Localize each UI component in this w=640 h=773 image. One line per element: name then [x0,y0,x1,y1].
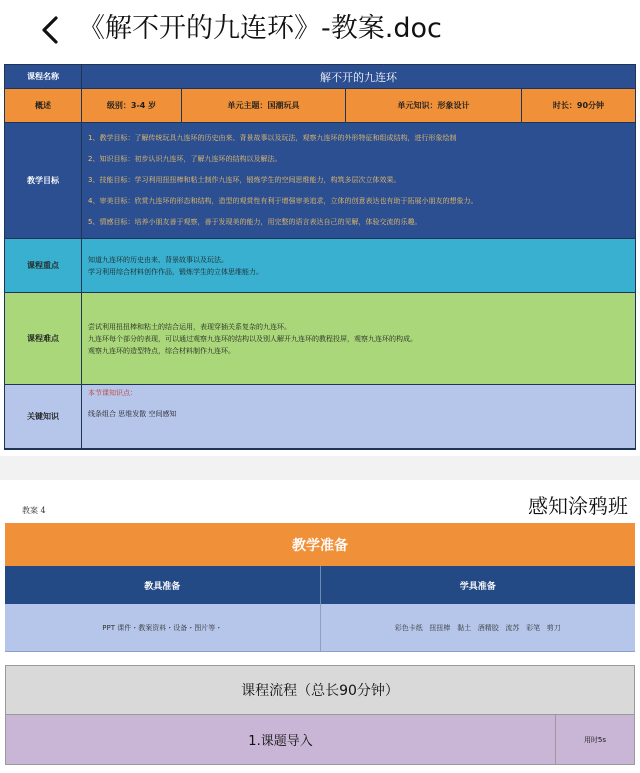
level-cell: 级别：3-4 岁 [82,89,182,123]
unit-knowledge-cell: 单元知识：形象设计 [346,89,522,123]
duration-cell: 时长：90分钟 [522,89,635,123]
goals-label: 教学目标 [5,123,82,239]
goal-item: 4、审美目标：欣赏九连环的形态和结构，造型的观赏性有利于增强审美追求，立体的创意表达也有助于拓展小朋友的想象力。 [88,196,478,205]
key-knowledge-row [5,385,635,449]
key-knowledge-text [82,385,635,449]
difficulty-row [5,293,635,385]
unit-theme-cell: 单元主题：国潮玩具 [182,89,346,123]
back-button[interactable] [34,12,70,48]
student-tools-text: 彩色卡纸 扭扭棒 黏土 酒精胶 流苏 彩笔 剪刀 [394,623,561,632]
top-bar [0,0,640,62]
goal-item: 3、技能目标：学习利用扭扭棒和粘土制作九连环，锻炼学生的空间思维能力，构筑多层次立体效果。 [88,175,401,184]
difficulty-line: 九连环每个部分的表现，可以通过观察九连环的结构以及别人解开九连环的教程投屏，观察九连环的构成。 [88,334,417,343]
focus-text [82,239,635,293]
step-row [5,715,635,765]
key-knowledge-points: 线条组合 思维发散 空间感知 [88,410,177,418]
goal-item: 1、教学目标：了解传统玩具九连环的历史由来、背景故事以及玩法，观察九连环的外形特征和组成结构，进行形象绘制 [88,133,457,142]
focus-label: 课程重点 [5,239,82,293]
overview-row [5,89,635,123]
goal-item: 5、情感目标：培养小朋友善于观察，善于发现美的能力，用完整的语言表达自己的见解，体验交流的乐趣。 [88,217,422,226]
overview-label: 概述 [5,89,82,123]
difficulty-line: 观察九连环的造型特点，综合材料制作九连环。 [88,346,235,355]
document-title: 《解不开的九连环》-教案.doc [78,13,442,44]
key-knowledge-label: 关键知识 [5,385,82,449]
difficulty-text [82,293,635,385]
step-title: 1.课题导入 [6,715,556,764]
class-name: 感知涂鸦班 [528,494,628,518]
lesson-plan-table [4,64,636,450]
difficulty-line: 尝试利用扭扭棒和粘土的结合运用，表现穿插关系复杂的九连环。 [88,322,291,331]
course-name-row [5,65,635,89]
prep-title: 教学准备 [5,523,635,566]
course-name-value: 解不开的九连环 [82,65,635,89]
page-tag: 教案 4 [22,506,46,515]
course-name-label: 课程名称 [5,65,82,89]
goals-row [5,123,635,239]
focus-line: 知道九连环的历史由来、背景故事以及玩法。 [88,255,228,264]
page-separator [0,456,640,480]
prep-content-row [5,604,635,652]
goals-list [82,123,635,239]
focus-row [5,239,635,293]
focus-line: 学习利用综合材料创作作品，锻炼学生的立体思维能力。 [88,267,263,276]
goal-item: 2、知识目标：初步认识九连环，了解九连环的结构以及解法。 [88,154,282,163]
teacher-tools-text: PPT 课件・教案资料・设备・图片等・ [5,604,321,651]
step-time: 用时5s [556,715,634,764]
teacher-tools-label: 教具准备 [5,566,321,604]
chevron-left-icon [34,12,70,48]
flow-title: 课程流程（总长90分钟） [5,665,635,715]
prep-header-row [5,566,635,604]
student-tools-label: 学具准备 [459,581,496,592]
difficulty-label: 课程难点 [5,293,82,385]
key-knowledge-subtitle: 本节课知识点： [88,389,137,397]
